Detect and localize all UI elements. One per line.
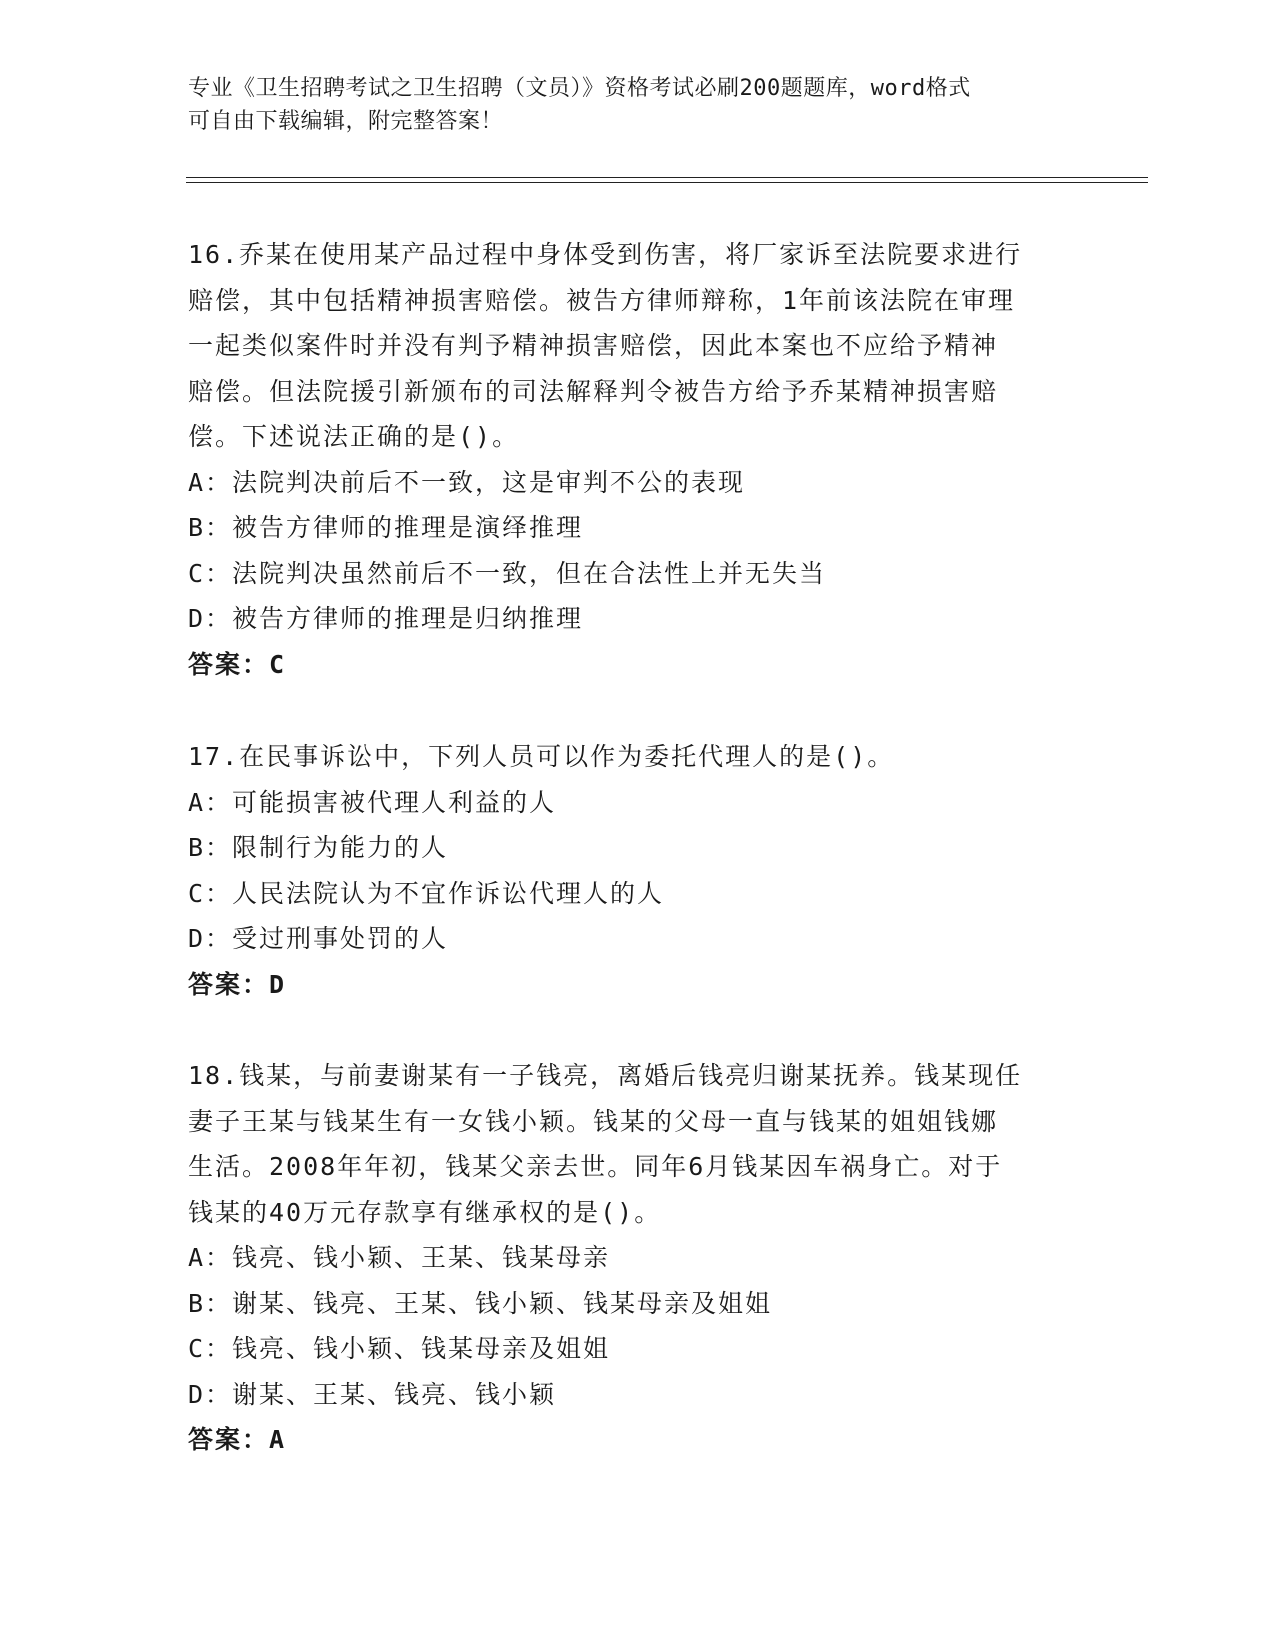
answer-line: 答案：C bbox=[188, 649, 287, 679]
option-a: A：钱亮、钱小颖、王某、钱某母亲 bbox=[188, 1243, 611, 1272]
document-header bbox=[188, 72, 1088, 138]
option-d: D：受过刑事处罚的人 bbox=[188, 924, 449, 953]
question-stem-line: 赔偿。但法院援引新颁布的司法解释判令被告方给予乔某精神损害赔 bbox=[188, 376, 999, 406]
question-17 bbox=[188, 734, 1088, 1007]
answer-line: 答案：A bbox=[188, 1425, 287, 1454]
header-divider-bottom bbox=[186, 182, 1148, 183]
question-stem-line: 赔偿，其中包括精神损害赔偿。被告方律师辩称，1年前该法院在审理 bbox=[188, 285, 1016, 315]
question-stem-line: 生活。2008年年初，钱某父亲去世。同年6月钱某因车祸身亡。对于 bbox=[188, 1152, 1003, 1181]
option-a: A：可能损害被代理人利益的人 bbox=[188, 787, 557, 817]
question-16 bbox=[188, 232, 1088, 687]
option-c: C：人民法院认为不宜作诉讼代理人的人 bbox=[188, 878, 665, 908]
question-stem-line: 一起类似案件时并没有判予精神损害赔偿，因此本案也不应给予精神 bbox=[188, 331, 999, 360]
option-c: C：钱亮、钱小颖、钱某母亲及姐姐 bbox=[188, 1334, 611, 1363]
question-stem-line: 妻子王某与钱某生有一女钱小颖。钱某的父母一直与钱某的姐姐钱娜 bbox=[188, 1106, 999, 1136]
header-line-2: 可自由下载编辑，附完整答案！ bbox=[188, 109, 504, 134]
option-a: A：法院判决前后不一致，这是审判不公的表现 bbox=[188, 467, 746, 497]
question-stem-line: 17.在民事诉讼中，下列人员可以作为委托代理人的是()。 bbox=[188, 742, 895, 771]
header-divider-top bbox=[186, 177, 1148, 178]
option-d: D：谢某、王某、钱亮、钱小颖 bbox=[188, 1379, 557, 1409]
question-stem-line: 偿。下述说法正确的是()。 bbox=[188, 422, 520, 451]
question-stem-line: 16.乔某在使用某产品过程中身体受到伤害，将厂家诉至法院要求进行 bbox=[188, 240, 1023, 269]
option-b: B：限制行为能力的人 bbox=[188, 833, 449, 862]
question-stem-line: 钱某的40万元存款享有继承权的是()。 bbox=[188, 1197, 662, 1227]
answer-line: 答案：D bbox=[188, 969, 287, 999]
header-line-1: 专业《卫生招聘考试之卫生招聘（文员）》资格考试必刷200题题库，word格式 bbox=[188, 76, 971, 101]
option-c: C：法院判决虽然前后不一致，但在合法性上并无失当 bbox=[188, 558, 827, 588]
option-b: B：被告方律师的推理是演绎推理 bbox=[188, 513, 584, 542]
question-18 bbox=[188, 1053, 1088, 1463]
question-stem-line: 18.钱某，与前妻谢某有一子钱亮，离婚后钱亮归谢某抚养。钱某现任 bbox=[188, 1061, 1023, 1090]
option-d: D：被告方律师的推理是归纳推理 bbox=[188, 604, 584, 633]
option-b: B：谢某、钱亮、王某、钱小颖、钱某母亲及姐姐 bbox=[188, 1288, 773, 1318]
